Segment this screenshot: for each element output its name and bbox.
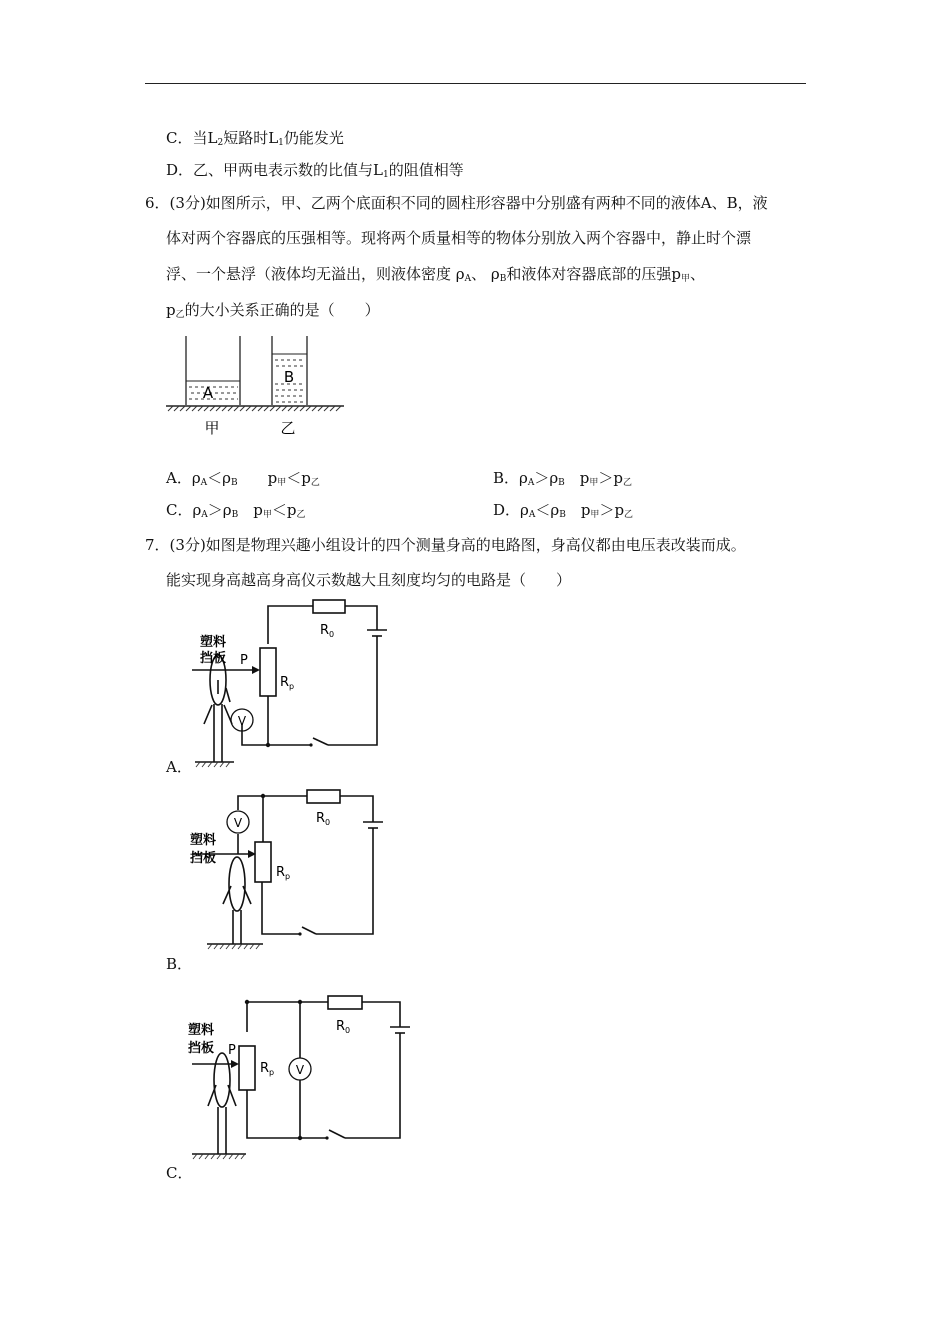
rp-label: $R_p$: [260, 1061, 275, 1077]
board-label-2: 挡板: [200, 651, 227, 666]
q6-containers-figure: [160, 332, 360, 442]
q7-option-c[interactable]: C．: [166, 1164, 193, 1182]
r0-label: $R_0$: [336, 1019, 351, 1035]
q6-option-a[interactable]: A．$\rho_A<\rho_B$ $p_甲<p_乙$: [166, 469, 320, 488]
q7-circuit-b: [180, 788, 400, 958]
q7-circuit-a: [180, 598, 400, 773]
rp-label: $R_p$: [276, 865, 291, 881]
rp-label: $R_p$: [280, 675, 295, 691]
caption-yi: 乙: [280, 419, 296, 437]
board-label-2: 挡板: [190, 851, 217, 866]
board-label-1: 塑料: [190, 833, 217, 848]
slider-p-label: P: [240, 653, 248, 668]
q7-option-b[interactable]: B．: [166, 955, 193, 973]
board-label-2: 挡板: [188, 1041, 215, 1056]
slider-p-label: P: [228, 1043, 236, 1058]
q7-option-a[interactable]: A．: [166, 758, 192, 776]
board-label-1: 塑料: [188, 1023, 215, 1038]
q5-option-c[interactable]: C．当$L_2$短路时$L_1$仍能发光: [166, 129, 344, 148]
voltmeter-v-label: V: [237, 714, 247, 728]
ground-hatch: [166, 406, 344, 411]
q6-stem-line2: 体对两个容器底的压强相等。现将两个质量相等的物体分别放入两个容器中，静止时个漂: [166, 229, 752, 247]
q6-stem-line3: 浮、一个悬浮（液体均无溢出，则液体密度 $\rho_A$、 $\rho_B$和液体对容器底部的压强$p_甲$、: [166, 265, 705, 284]
label-liquid-a: A: [202, 384, 214, 402]
q5-option-d[interactable]: D．乙、甲两电表示数的比值与$L_1$的阻值相等: [166, 161, 464, 180]
label-liquid-b: B: [283, 368, 295, 386]
q7-circuit-c: [180, 992, 420, 1167]
header-rule: [145, 83, 806, 84]
q6-option-b[interactable]: B．$\rho_A>\rho_B$ $p_甲>p_乙$: [493, 469, 633, 488]
q7-stem-line2: 能实现身高越高身高仪示数越大且刻度均匀的电路是（ ）: [166, 571, 572, 589]
r0-label: $R_0$: [320, 623, 335, 639]
voltmeter-v-label: V: [233, 816, 243, 830]
q6-stem-line1: 6．(3分)如图所示，甲、乙两个底面积不同的圆柱形容器中分别盛有两种不同的液体A、B，液: [145, 194, 768, 212]
voltmeter-v-label: V: [295, 1063, 305, 1077]
q7-stem-line1: 7．(3分)如图是物理兴趣小组设计的四个测量身高的电路图，身高仪都由电压表改装而成。: [145, 536, 746, 554]
q6-option-c[interactable]: C．$\rho_A>\rho_B$ $p_甲<p_乙$: [166, 501, 306, 520]
board-label-1: 塑料: [200, 635, 227, 650]
caption-jia: 甲: [204, 419, 220, 437]
q6-stem-line4: $p_乙$的大小关系正确的是（ ）: [166, 301, 380, 320]
q6-option-d[interactable]: D．$\rho_A<\rho_B$ $p_甲>p_乙$: [493, 501, 634, 520]
r0-label: $R_0$: [316, 811, 331, 827]
